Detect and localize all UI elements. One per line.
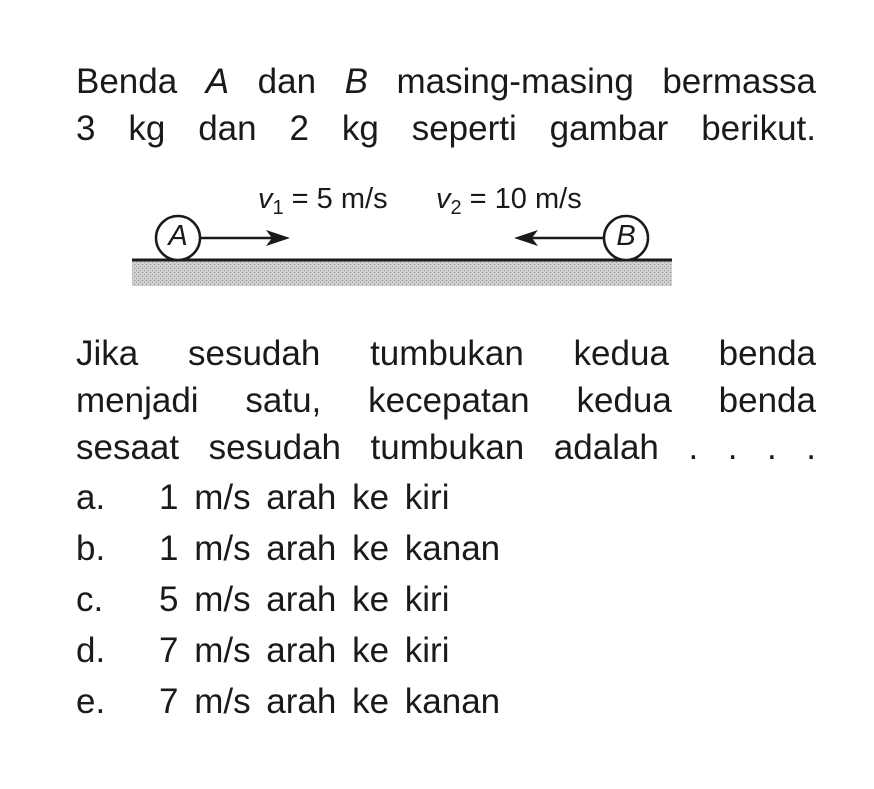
arrow-left-icon — [514, 230, 604, 246]
option-letter: e. — [76, 682, 106, 721]
ball-a-label: A — [168, 220, 188, 252]
var-a: A — [205, 62, 230, 101]
option-c[interactable] — [76, 574, 816, 625]
velocity-1-label: $v_1 = 5$ m/s — [258, 183, 388, 219]
answer-options — [76, 472, 816, 727]
option-letter: c. — [76, 580, 104, 619]
collision-diagram — [130, 180, 690, 300]
option-a[interactable] — [76, 472, 816, 523]
question-paragraph — [76, 330, 816, 471]
question-line-2: menjadi satu, kecepatan kedua benda — [76, 381, 816, 420]
option-d[interactable] — [76, 625, 816, 676]
var-b: B — [344, 62, 368, 101]
option-letter: a. — [76, 478, 106, 517]
arrow-right-icon — [200, 230, 290, 246]
option-e[interactable] — [76, 676, 816, 727]
option-b[interactable] — [76, 523, 816, 574]
option-text: 7 m/s arah ke kiri — [159, 631, 450, 670]
option-letter: d. — [76, 631, 106, 670]
floor-surface — [132, 260, 672, 286]
option-text: 1 m/s arah ke kiri — [159, 478, 450, 517]
intro-paragraph — [76, 58, 816, 152]
intro-line-1: Benda A dan B masing-masing bermassa — [76, 62, 816, 101]
intro-line-2: 3 kg dan 2 kg seperti gambar berikut. — [76, 109, 816, 148]
velocity-2-label: $v_2 = 10$ m/s — [436, 183, 582, 219]
option-text: 5 m/s arah ke kiri — [159, 580, 450, 619]
ball-b-label: B — [616, 220, 636, 252]
option-letter: b. — [76, 529, 106, 568]
question-line-3: sesaat sesudah tumbukan adalah . . . . — [76, 428, 816, 467]
question-line-1: Jika sesudah tumbukan kedua benda — [76, 334, 816, 373]
option-text: 7 m/s arah ke kanan — [159, 682, 501, 721]
option-text: 1 m/s arah ke kanan — [159, 529, 501, 568]
